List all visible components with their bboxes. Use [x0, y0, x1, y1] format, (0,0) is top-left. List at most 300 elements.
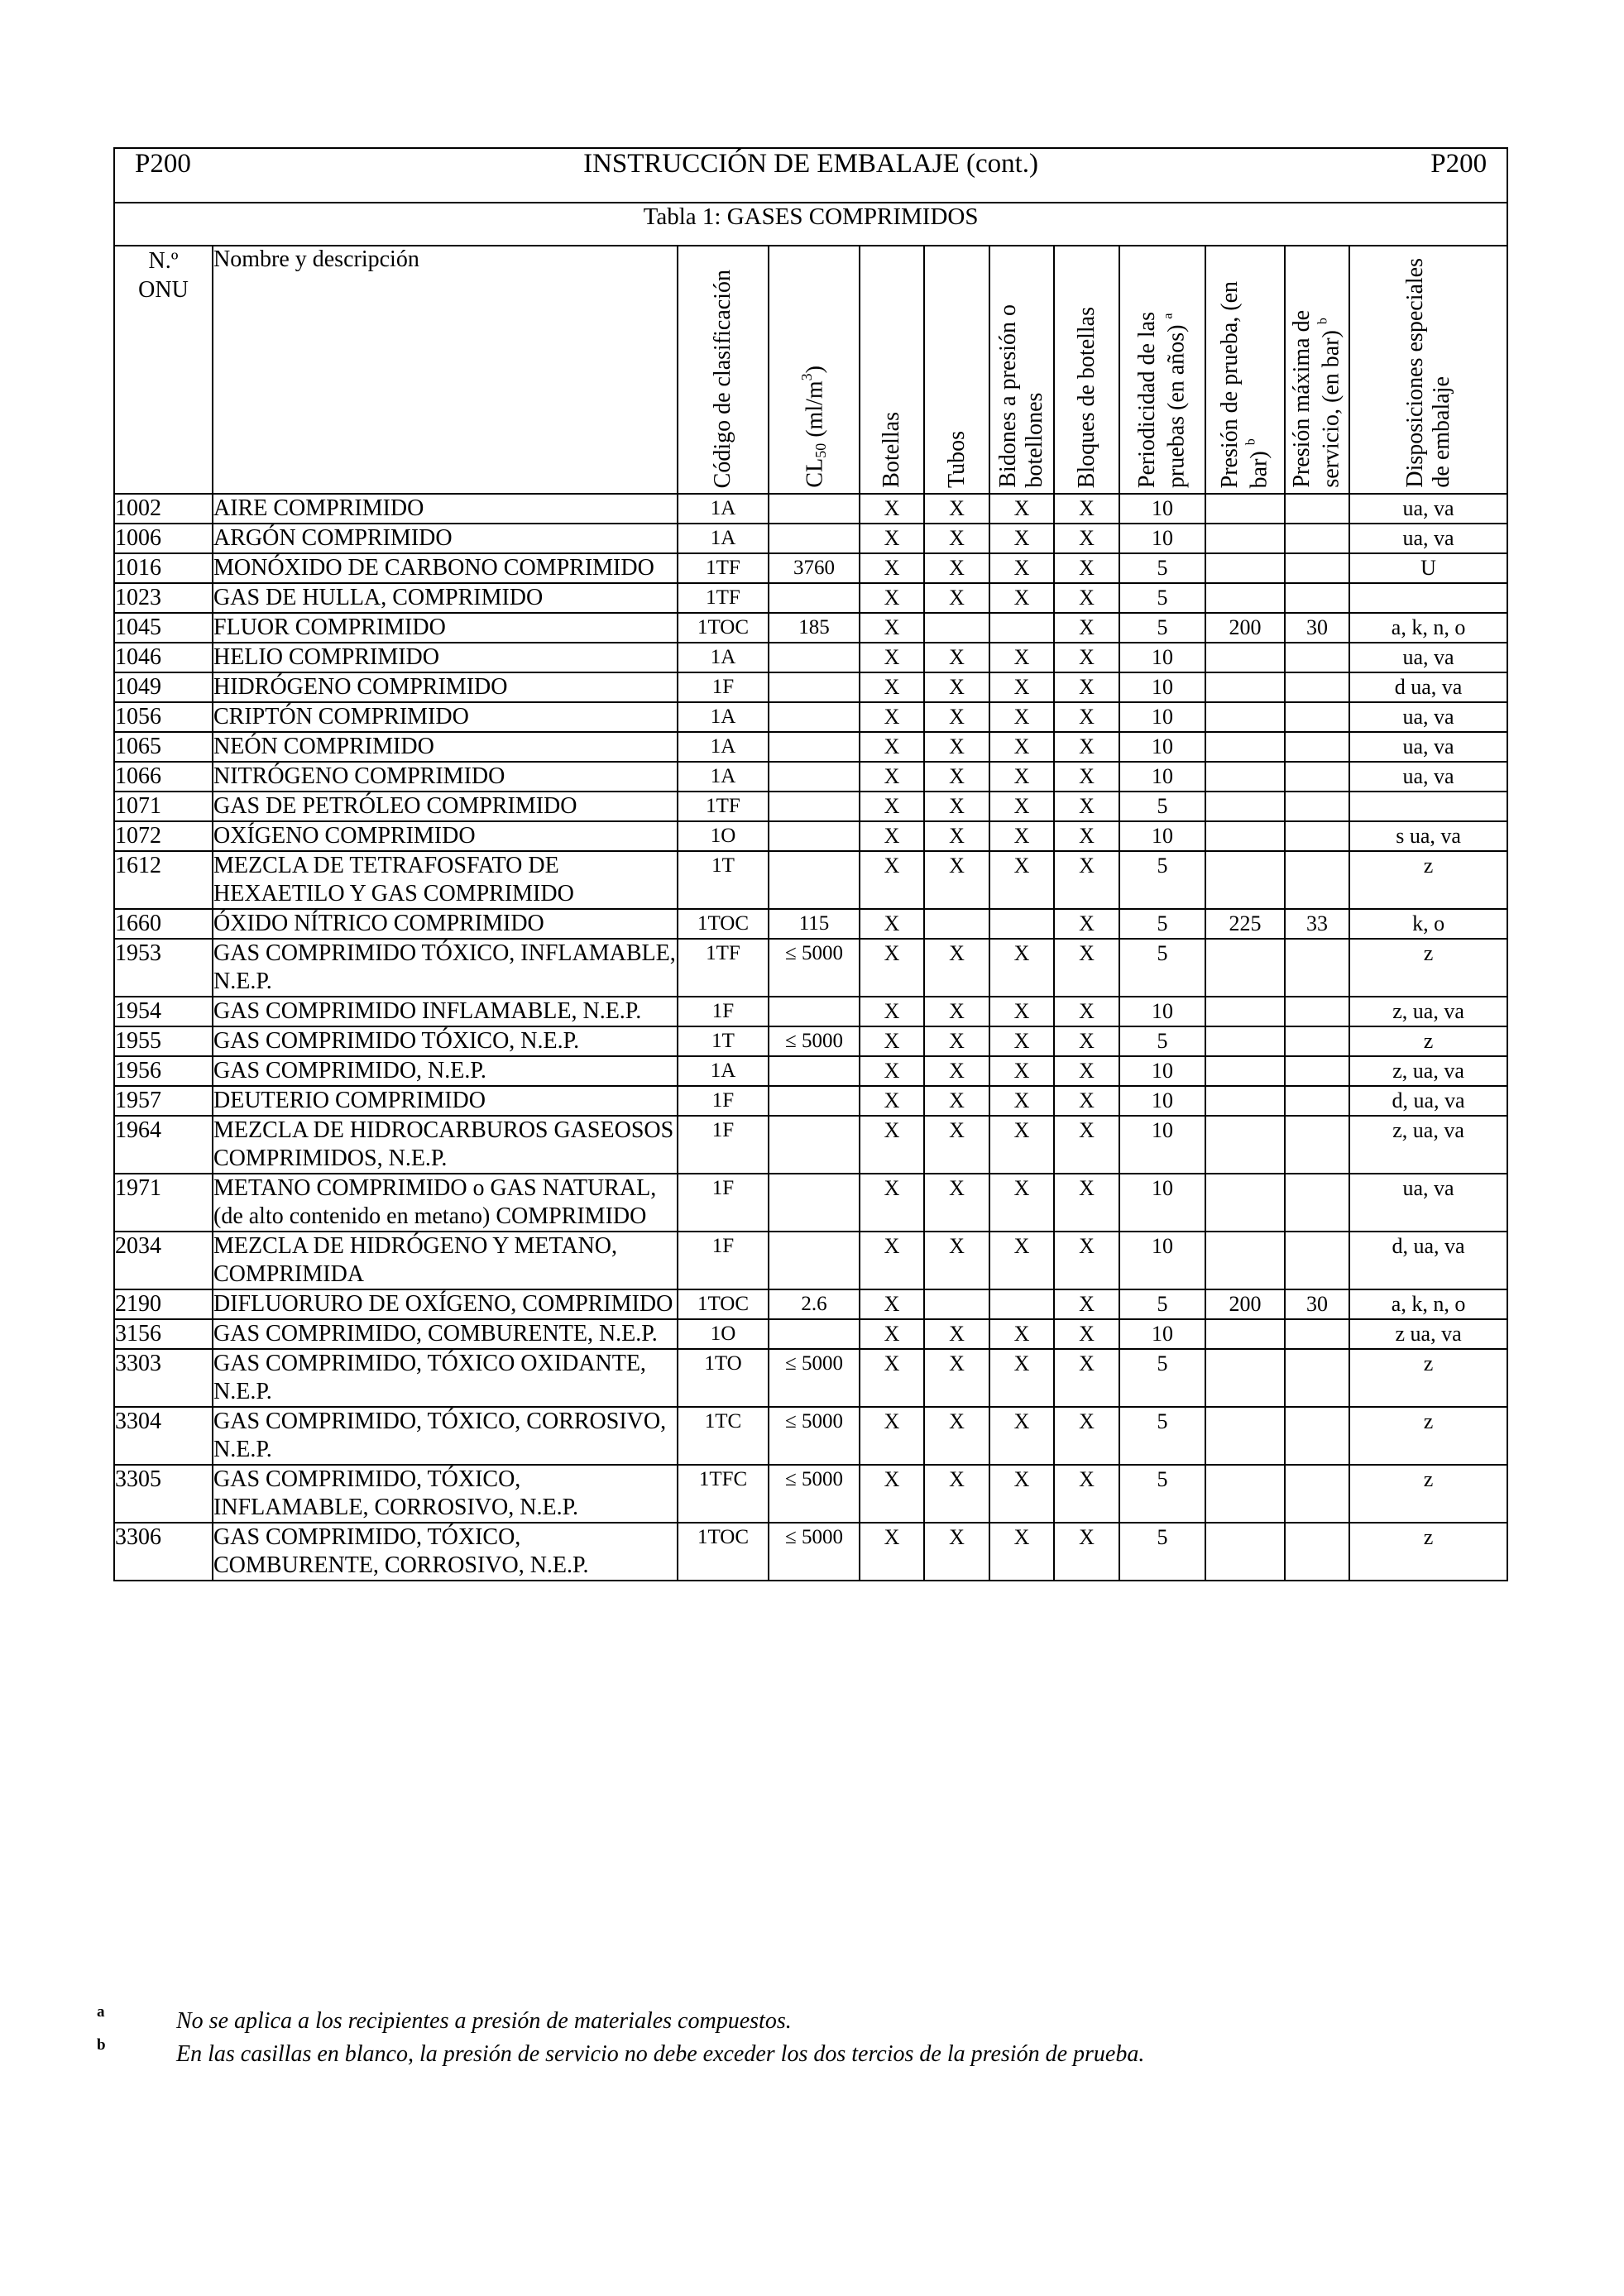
table-subtitle: Tabla 1: GASES COMPRIMIDOS: [114, 203, 1507, 246]
cell-lc50: [769, 583, 860, 613]
cell-cylinders: X: [860, 1174, 924, 1232]
cell-special-provisions: z: [1349, 939, 1507, 997]
cell-pressure-drums: X: [989, 583, 1054, 613]
cell-test-pressure: [1205, 643, 1285, 672]
cell-pressure-drums: [989, 613, 1054, 643]
col-header-test-pressure-text: [1217, 281, 1273, 488]
cell-working-pressure: 33: [1285, 909, 1349, 939]
cell-test-period: 10: [1119, 1116, 1205, 1174]
packing-instruction-table: [113, 147, 1508, 1581]
cell-working-pressure: [1285, 1026, 1349, 1056]
cell-special-provisions: z, ua, va: [1349, 1056, 1507, 1086]
cell-special-provisions: z: [1349, 1349, 1507, 1407]
cell-un-number: 1056: [114, 702, 213, 732]
table-row: [114, 762, 1507, 792]
cell-test-period: 10: [1119, 762, 1205, 792]
cell-working-pressure: [1285, 997, 1349, 1026]
cell-class-code: 1TF: [678, 583, 769, 613]
cell-tubes: X: [924, 524, 989, 553]
cell-test-period: 5: [1119, 1026, 1205, 1056]
cell-working-pressure: [1285, 762, 1349, 792]
table-row: [114, 1289, 1507, 1319]
cell-pressure-drums: X: [989, 1407, 1054, 1465]
cell-lc50: [769, 851, 860, 909]
table-header-cell: [114, 148, 1507, 203]
table-row: [114, 1407, 1507, 1465]
cell-special-provisions: ua, va: [1349, 494, 1507, 524]
cell-test-pressure: [1205, 851, 1285, 909]
cell-lc50: [769, 1056, 860, 1086]
table-row: [114, 939, 1507, 997]
cell-name: GAS COMPRIMIDO, TÓXICO, INFLAMABLE, CORROSIVO, N.E.P.: [213, 1465, 678, 1523]
lc50-subscript: 50: [812, 443, 830, 459]
cell-special-provisions: ua, va: [1349, 702, 1507, 732]
cell-pressure-drums: X: [989, 939, 1054, 997]
cell-class-code: 1F: [678, 1116, 769, 1174]
cell-cylinders: X: [860, 1026, 924, 1056]
cell-name: HELIO COMPRIMIDO: [213, 643, 678, 672]
cell-special-provisions: z: [1349, 1465, 1507, 1523]
cell-class-code: 1F: [678, 672, 769, 702]
cell-bundles: X: [1054, 524, 1119, 553]
cell-test-period: 10: [1119, 1319, 1205, 1349]
cell-class-code: 1F: [678, 1086, 769, 1116]
cell-tubes: X: [924, 494, 989, 524]
cell-name: OXÍGENO COMPRIMIDO: [213, 821, 678, 851]
cell-bundles: X: [1054, 821, 1119, 851]
cell-tubes: X: [924, 1319, 989, 1349]
cell-name: GAS COMPRIMIDO TÓXICO, N.E.P.: [213, 1026, 678, 1056]
cell-un-number: 1953: [114, 939, 213, 997]
cell-test-period: 5: [1119, 1465, 1205, 1523]
cell-pressure-drums: X: [989, 643, 1054, 672]
cell-un-number: 1072: [114, 821, 213, 851]
cell-cylinders: X: [860, 1086, 924, 1116]
work-pressure-note-mark: b: [1315, 318, 1330, 325]
cell-pressure-drums: X: [989, 494, 1054, 524]
cell-working-pressure: [1285, 792, 1349, 821]
cell-test-pressure: [1205, 1349, 1285, 1407]
table-row: [114, 643, 1507, 672]
cell-test-pressure: [1205, 1465, 1285, 1523]
cell-working-pressure: [1285, 553, 1349, 583]
cell-lc50: [769, 997, 860, 1026]
cell-test-pressure: [1205, 524, 1285, 553]
lc50-prefix: CL: [802, 458, 828, 488]
cell-bundles: X: [1054, 1319, 1119, 1349]
cell-working-pressure: [1285, 1056, 1349, 1086]
cell-test-period: 5: [1119, 939, 1205, 997]
instruction-code-right: P200: [1430, 149, 1487, 179]
cell-tubes: [924, 613, 989, 643]
cell-tubes: X: [924, 702, 989, 732]
cell-cylinders: X: [860, 553, 924, 583]
col-header-test-pressure: [1205, 246, 1285, 494]
cell-test-pressure: [1205, 1407, 1285, 1465]
page-title: INSTRUCCIÓN DE EMBALAJE (cont.): [583, 149, 1039, 179]
col-header-working-pressure-text: [1289, 310, 1345, 488]
cell-class-code: 1TC: [678, 1407, 769, 1465]
cell-un-number: 3306: [114, 1523, 213, 1581]
cell-bundles: X: [1054, 762, 1119, 792]
col-header-tubes: [924, 246, 989, 494]
cell-test-pressure: 200: [1205, 1289, 1285, 1319]
table-row: [114, 672, 1507, 702]
cell-name: NEÓN COMPRIMIDO: [213, 732, 678, 762]
cell-working-pressure: [1285, 672, 1349, 702]
cell-tubes: [924, 909, 989, 939]
cell-working-pressure: [1285, 1116, 1349, 1174]
col-header-special-provisions-text: [1401, 258, 1454, 488]
cell-name: AIRE COMPRIMIDO: [213, 494, 678, 524]
footnote-b-mark: b: [97, 2036, 106, 2054]
cell-lc50: [769, 524, 860, 553]
cell-cylinders: X: [860, 821, 924, 851]
cell-un-number: 1071: [114, 792, 213, 821]
col-header-bundles-text: Bloques de botellas: [1073, 306, 1099, 488]
cell-bundles: X: [1054, 1232, 1119, 1289]
cell-pressure-drums: X: [989, 851, 1054, 909]
cell-bundles: X: [1054, 851, 1119, 909]
cell-tubes: X: [924, 821, 989, 851]
cell-bundles: X: [1054, 909, 1119, 939]
col-header-cylinders-text: Botellas: [878, 412, 904, 488]
cell-test-period: 5: [1119, 613, 1205, 643]
cell-lc50: ≤ 5000: [769, 1349, 860, 1407]
cell-lc50: [769, 732, 860, 762]
test-pressure-line2: bar): [1246, 450, 1272, 488]
table-row: [114, 1465, 1507, 1523]
cell-working-pressure: [1285, 732, 1349, 762]
special-line1: Disposiciones especiales: [1401, 258, 1428, 488]
cell-un-number: 1971: [114, 1174, 213, 1232]
cell-working-pressure: [1285, 939, 1349, 997]
cell-working-pressure: [1285, 583, 1349, 613]
cell-test-period: 5: [1119, 583, 1205, 613]
cell-test-period: 10: [1119, 1086, 1205, 1116]
col-header-test-period-text: [1134, 312, 1190, 488]
cell-class-code: 1F: [678, 997, 769, 1026]
cell-test-pressure: [1205, 1026, 1285, 1056]
test-pressure-note-mark: b: [1243, 438, 1258, 445]
cell-test-period: 10: [1119, 1056, 1205, 1086]
cell-cylinders: X: [860, 762, 924, 792]
footnote-b-text: En las casillas en blanco, la presión de servicio no debe exceder los dos tercios de la presión de prueba.: [176, 2041, 1145, 2067]
cell-class-code: 1TF: [678, 792, 769, 821]
cell-cylinders: X: [860, 583, 924, 613]
cell-pressure-drums: X: [989, 1056, 1054, 1086]
cell-special-provisions: a, k, n, o: [1349, 1289, 1507, 1319]
cell-bundles: X: [1054, 1026, 1119, 1056]
cell-tubes: X: [924, 553, 989, 583]
cell-cylinders: X: [860, 1523, 924, 1581]
table-row: [114, 1086, 1507, 1116]
cell-bundles: X: [1054, 613, 1119, 643]
col-header-working-pressure: [1285, 246, 1349, 494]
cell-special-provisions: s ua, va: [1349, 821, 1507, 851]
table-row: [114, 1116, 1507, 1174]
cell-un-number: 1023: [114, 583, 213, 613]
cell-tubes: X: [924, 1174, 989, 1232]
col-header-pressure-drums: [989, 246, 1054, 494]
cell-test-period: 10: [1119, 1232, 1205, 1289]
cell-un-number: 1002: [114, 494, 213, 524]
cell-tubes: X: [924, 643, 989, 672]
cell-bundles: X: [1054, 643, 1119, 672]
table-row: [114, 553, 1507, 583]
cell-pressure-drums: X: [989, 1319, 1054, 1349]
col-header-un-line2: ONU: [138, 277, 189, 303]
cell-un-number: 1049: [114, 672, 213, 702]
cell-test-period: 10: [1119, 702, 1205, 732]
cell-tubes: X: [924, 583, 989, 613]
cell-lc50: ≤ 5000: [769, 1026, 860, 1056]
cell-tubes: X: [924, 792, 989, 821]
cell-cylinders: X: [860, 732, 924, 762]
cell-name: METANO COMPRIMIDO o GAS NATURAL, (de alto contenido en metano) COMPRIMIDO: [213, 1174, 678, 1232]
cell-class-code: 1F: [678, 1232, 769, 1289]
cell-cylinders: X: [860, 1056, 924, 1086]
cell-name: DIFLUORURO DE OXÍGENO, COMPRIMIDO: [213, 1289, 678, 1319]
cell-test-period: 10: [1119, 732, 1205, 762]
table-row: [114, 1026, 1507, 1056]
cell-tubes: X: [924, 672, 989, 702]
cell-pressure-drums: X: [989, 524, 1054, 553]
cell-class-code: 1TOC: [678, 613, 769, 643]
cell-test-pressure: [1205, 939, 1285, 997]
cell-test-period: 10: [1119, 672, 1205, 702]
cell-name: GAS COMPRIMIDO, TÓXICO, COMBURENTE, CORROSIVO, N.E.P.: [213, 1523, 678, 1581]
cell-cylinders: X: [860, 792, 924, 821]
cell-bundles: X: [1054, 1465, 1119, 1523]
cell-cylinders: X: [860, 1319, 924, 1349]
cell-test-pressure: [1205, 1319, 1285, 1349]
cell-working-pressure: [1285, 494, 1349, 524]
cell-pressure-drums: X: [989, 821, 1054, 851]
test-period-note-mark: a: [1161, 313, 1176, 319]
cell-test-period: 5: [1119, 1289, 1205, 1319]
drums-line1: Bidones a presión o: [994, 304, 1021, 488]
cell-pressure-drums: X: [989, 997, 1054, 1026]
cell-test-period: 5: [1119, 1349, 1205, 1407]
cell-tubes: X: [924, 1232, 989, 1289]
table-row: [114, 1523, 1507, 1581]
cell-pressure-drums: X: [989, 732, 1054, 762]
cell-lc50: [769, 1116, 860, 1174]
cell-un-number: 1955: [114, 1026, 213, 1056]
cell-test-period: 5: [1119, 1407, 1205, 1465]
cell-working-pressure: [1285, 524, 1349, 553]
cell-test-period: 5: [1119, 851, 1205, 909]
cell-class-code: 1TOC: [678, 909, 769, 939]
cell-un-number: 1046: [114, 643, 213, 672]
cell-bundles: X: [1054, 1407, 1119, 1465]
lc50-close: ): [802, 366, 828, 374]
cell-name: GAS DE PETRÓLEO COMPRIMIDO: [213, 792, 678, 821]
cell-bundles: X: [1054, 997, 1119, 1026]
cell-un-number: 1612: [114, 851, 213, 909]
cell-special-provisions: z: [1349, 1523, 1507, 1581]
cell-name: GAS COMPRIMIDO TÓXICO, INFLAMABLE, N.E.P.: [213, 939, 678, 997]
cell-working-pressure: [1285, 1174, 1349, 1232]
instruction-code-left: P200: [135, 149, 191, 179]
test-pressure-line1: Presión de prueba, (en: [1217, 280, 1243, 488]
cell-cylinders: X: [860, 939, 924, 997]
cell-test-pressure: [1205, 702, 1285, 732]
cell-pressure-drums: [989, 909, 1054, 939]
cell-special-provisions: ua, va: [1349, 643, 1507, 672]
cell-class-code: 1T: [678, 851, 769, 909]
cell-test-period: 10: [1119, 997, 1205, 1026]
col-header-lc50-text: [798, 366, 830, 488]
cell-un-number: 3305: [114, 1465, 213, 1523]
cell-test-pressure: [1205, 1056, 1285, 1086]
cell-bundles: X: [1054, 1349, 1119, 1407]
cell-lc50: ≤ 5000: [769, 1523, 860, 1581]
cell-pressure-drums: X: [989, 1232, 1054, 1289]
lc50-exponent: 3: [798, 373, 816, 381]
table-row: [114, 583, 1507, 613]
cell-class-code: 1A: [678, 643, 769, 672]
cell-class-code: 1TOC: [678, 1289, 769, 1319]
table-row: [114, 821, 1507, 851]
cell-lc50: [769, 821, 860, 851]
cell-special-provisions: [1349, 792, 1507, 821]
footnote-a-mark: a: [97, 2003, 105, 2021]
cell-special-provisions: [1349, 583, 1507, 613]
cell-class-code: 1T: [678, 1026, 769, 1056]
cell-special-provisions: d, ua, va: [1349, 1232, 1507, 1289]
cell-name: ÓXIDO NÍTRICO COMPRIMIDO: [213, 909, 678, 939]
col-header-cylinders: [860, 246, 924, 494]
cell-name: MEZCLA DE TETRAFOSFATO DE HEXAETILO Y GAS COMPRIMIDO: [213, 851, 678, 909]
cell-lc50: 115: [769, 909, 860, 939]
cell-class-code: 1A: [678, 762, 769, 792]
cell-special-provisions: z, ua, va: [1349, 1116, 1507, 1174]
cell-working-pressure: [1285, 1407, 1349, 1465]
cell-test-period: 5: [1119, 909, 1205, 939]
cell-un-number: 1045: [114, 613, 213, 643]
cell-test-pressure: [1205, 792, 1285, 821]
cell-test-pressure: [1205, 762, 1285, 792]
cell-test-pressure: [1205, 553, 1285, 583]
cell-cylinders: X: [860, 1349, 924, 1407]
work-pressure-line1: Presión máxima de: [1289, 310, 1315, 488]
cell-tubes: X: [924, 1407, 989, 1465]
cell-special-provisions: U: [1349, 553, 1507, 583]
cell-lc50: ≤ 5000: [769, 939, 860, 997]
table-row: [114, 997, 1507, 1026]
table-row: [114, 732, 1507, 762]
cell-bundles: X: [1054, 1086, 1119, 1116]
cell-tubes: X: [924, 1086, 989, 1116]
cell-name: DEUTERIO COMPRIMIDO: [213, 1086, 678, 1116]
cell-test-period: 10: [1119, 1174, 1205, 1232]
cell-class-code: 1TOC: [678, 1523, 769, 1581]
cell-working-pressure: [1285, 1319, 1349, 1349]
cell-tubes: X: [924, 1026, 989, 1056]
col-header-pressure-drums-text: [995, 304, 1048, 488]
cell-bundles: X: [1054, 553, 1119, 583]
cell-name: MONÓXIDO DE CARBONO COMPRIMIDO: [213, 553, 678, 583]
cell-test-pressure: [1205, 672, 1285, 702]
cell-pressure-drums: X: [989, 672, 1054, 702]
cell-lc50: [769, 1232, 860, 1289]
cell-lc50: 3760: [769, 553, 860, 583]
cell-test-pressure: [1205, 1174, 1285, 1232]
cell-pressure-drums: [989, 1289, 1054, 1319]
cell-bundles: X: [1054, 494, 1119, 524]
cell-bundles: X: [1054, 1289, 1119, 1319]
cell-lc50: [769, 762, 860, 792]
cell-working-pressure: 30: [1285, 1289, 1349, 1319]
cell-pressure-drums: X: [989, 762, 1054, 792]
cell-pressure-drums: X: [989, 1116, 1054, 1174]
lc50-unit: (ml/m: [802, 380, 828, 438]
table-row: [114, 1174, 1507, 1232]
cell-lc50: [769, 1174, 860, 1232]
cell-name: GAS DE HULLA, COMPRIMIDO: [213, 583, 678, 613]
cell-test-period: 10: [1119, 643, 1205, 672]
cell-name: MEZCLA DE HIDROCARBUROS GASEOSOS COMPRIMIDOS, N.E.P.: [213, 1116, 678, 1174]
col-header-class-code-text: Código de clasificación: [709, 269, 735, 488]
cell-un-number: 2034: [114, 1232, 213, 1289]
cell-un-number: 1964: [114, 1116, 213, 1174]
cell-tubes: X: [924, 939, 989, 997]
cell-un-number: 3303: [114, 1349, 213, 1407]
table-row: [114, 851, 1507, 909]
cell-test-pressure: [1205, 1086, 1285, 1116]
cell-cylinders: X: [860, 997, 924, 1026]
cell-lc50: [769, 1319, 860, 1349]
cell-test-pressure: [1205, 997, 1285, 1026]
cell-test-pressure: [1205, 494, 1285, 524]
cell-lc50: [769, 494, 860, 524]
cell-working-pressure: 30: [1285, 613, 1349, 643]
cell-tubes: X: [924, 1349, 989, 1407]
cell-tubes: X: [924, 1523, 989, 1581]
cell-bundles: X: [1054, 672, 1119, 702]
cell-test-pressure: [1205, 1232, 1285, 1289]
cell-working-pressure: [1285, 821, 1349, 851]
cell-special-provisions: z: [1349, 1026, 1507, 1056]
cell-pressure-drums: X: [989, 1086, 1054, 1116]
cell-test-pressure: 200: [1205, 613, 1285, 643]
cell-name: HIDRÓGENO COMPRIMIDO: [213, 672, 678, 702]
cell-class-code: 1TF: [678, 553, 769, 583]
cell-special-provisions: a, k, n, o: [1349, 613, 1507, 643]
cell-test-period: 10: [1119, 494, 1205, 524]
col-header-name: Nombre y descripción: [213, 246, 678, 494]
cell-working-pressure: [1285, 702, 1349, 732]
cell-class-code: 1O: [678, 821, 769, 851]
col-header-tubes-text: Tubos: [943, 430, 970, 488]
cell-name: GAS COMPRIMIDO, TÓXICO, CORROSIVO, N.E.P.: [213, 1407, 678, 1465]
cell-cylinders: X: [860, 851, 924, 909]
cell-test-period: 10: [1119, 524, 1205, 553]
cell-cylinders: X: [860, 1465, 924, 1523]
cell-cylinders: X: [860, 672, 924, 702]
cell-cylinders: X: [860, 1407, 924, 1465]
table-row: [114, 1056, 1507, 1086]
cell-test-pressure: [1205, 1523, 1285, 1581]
cell-class-code: 1A: [678, 494, 769, 524]
cell-un-number: 3304: [114, 1407, 213, 1465]
cell-tubes: X: [924, 1116, 989, 1174]
cell-test-period: 10: [1119, 821, 1205, 851]
cell-special-provisions: d, ua, va: [1349, 1086, 1507, 1116]
test-period-line2: pruebas (en años): [1163, 324, 1190, 488]
